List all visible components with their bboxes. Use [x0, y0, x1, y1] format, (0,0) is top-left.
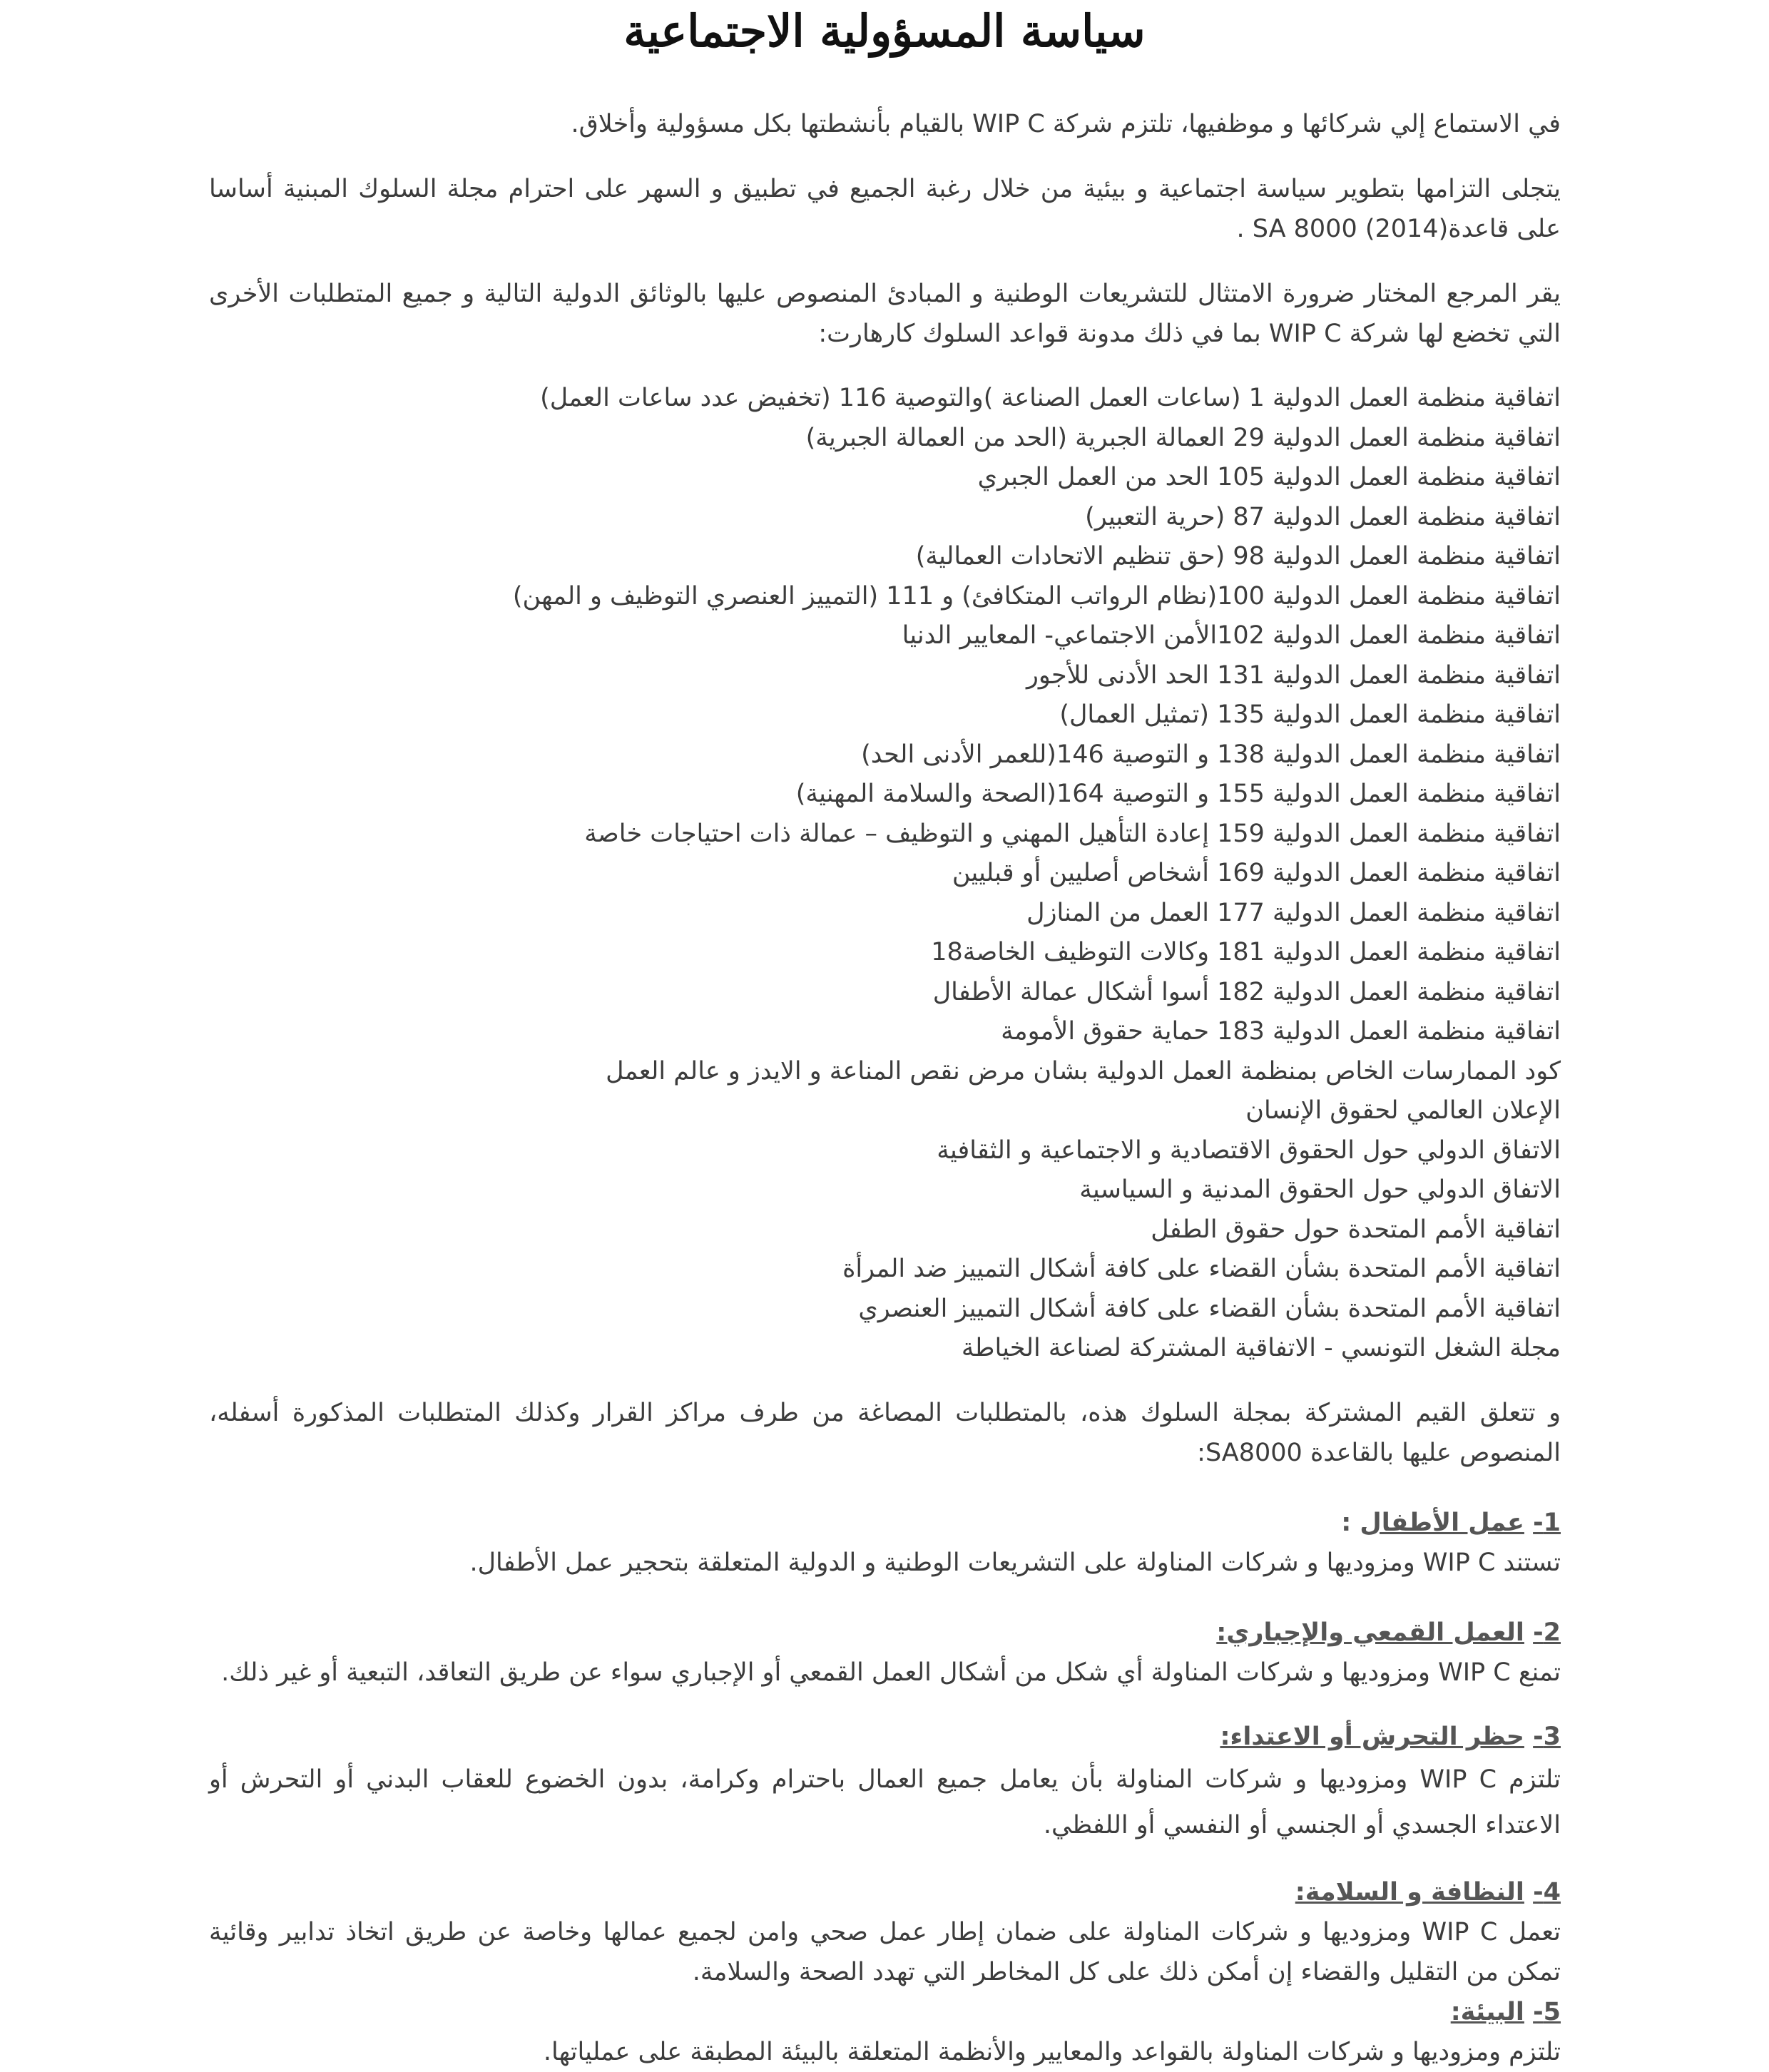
- section-title: حظر التحرش أو الاعتداء:: [1220, 1722, 1524, 1751]
- section-body: تعمل WIP C ومزوديها و شركات المناولة على ضمان إطار عمل صحي وامن لجميع عمالها وخاصة عن طريق اتخاذ تدابير وقائية تمكن من التقليل والقضاء إن أمكن ذلك على كل المخاطر التي تهدد الصحة والسلامة.: [209, 1917, 1561, 1986]
- list-item: كود الممارسات الخاص بمنظمة العمل الدولية بشان مرض نقص المناعة و الايدز و عالم العمل: [606, 1056, 1561, 1086]
- section-title: العمل القمعي والإجباري:: [1216, 1618, 1524, 1647]
- section-title: النظافة و السلامة:: [1295, 1877, 1524, 1907]
- section-environment: [209, 1992, 1561, 2072]
- list-item: اتفاقية منظمة العمل الدولية 1 (ساعات العمل الصناعة )والتوصية 116 (تخفيض عدد ساعات العمل): [540, 384, 1561, 412]
- section-heading: [209, 1872, 1561, 1912]
- list-item: اتفاقية الأمم المتحدة بشأن القضاء على كافة أشكال التمييز ضد المرأة: [842, 1255, 1561, 1283]
- reference-paragraph: يقر المرجع المختار ضرورة الامتثال للتشريعات الوطنية و المبادئ المنصوص عليها بالوثائق الدولية التالية و جميع المتطلبات الأخرى التي تخضع لها شركة WIP C بما في ذلك مدونة قواعد السلوك كارهارت:: [209, 280, 1561, 348]
- list-item: اتفاقية منظمة العمل الدولية 29 العمالة الجبرية (الحد من العمالة الجبرية): [805, 423, 1561, 452]
- list-item: اتفاقية منظمة العمل الدولية 135 (تمثيل العمال): [1059, 700, 1561, 729]
- section-number: 2-: [1533, 1618, 1561, 1647]
- list-item: اتفاقية منظمة العمل الدولية 105 الحد من العمل الجبري: [977, 463, 1561, 491]
- list-item: اتفاقية منظمة العمل الدولية 183 حماية حقوق الأمومة: [1001, 1017, 1561, 1046]
- list-item: اتفاقية منظمة العمل الدولية 138 و التوصية 146(للعمر الأدنى الحد): [861, 740, 1561, 769]
- section-title: البيئة:: [1450, 1997, 1524, 2026]
- section-heading: [209, 1503, 1561, 1543]
- list-item: اتفاقية منظمة العمل الدولية 177 العمل من المنازل: [1026, 898, 1561, 927]
- list-item: اتفاقية منظمة العمل الدولية 155 و التوصية 164(الصحة والسلامة المهنية): [795, 780, 1561, 808]
- list-item: اتفاقية منظمة العمل الدولية 98 (حق تنظيم الاتحادات العمالية): [915, 542, 1561, 571]
- section-body: تلتزم ومزوديها و شركات المناولة بالقواعد والمعايير والأنظمة المتعلقة بالبيئة المطبقة على عملياتها.: [543, 2037, 1561, 2066]
- list-item: الاتفاق الدولي حول الحقوق المدنية و السياسية: [1079, 1175, 1561, 1204]
- section-body: تستند WIP C ومزوديها و شركات المناولة على التشريعات الوطنية و الدولية المتعلقة بتحجير عمل الأطفال.: [469, 1548, 1561, 1577]
- section-health-safety: [209, 1872, 1561, 1992]
- shared-values-paragraph: و تتعلق القيم المشتركة بمجلة السلوك هذه، بالمتطلبات المصاغة من طرف مراكز القرار وكذلك المتطلبات المذكورة أسفله، المنصوص عليها بالقاعدة SA8000:: [209, 1398, 1561, 1467]
- list-item: اتفاقية منظمة العمل الدولية 87 (حرية التعبير): [1085, 502, 1561, 531]
- list-item: اتفاقية منظمة العمل الدولية 181 وكالات التوظيف الخاصة18: [931, 938, 1561, 966]
- commitment-paragraph: يتجلى التزامها بتطوير سياسة اجتماعية و بيئية من خلال رغبة الجميع في تطبيق و السهر على احترام مجلة السلوك المبنية أساسا على قاعدة(2014) SA 8000 .: [209, 175, 1561, 243]
- list-item: الاتفاق الدولي حول الحقوق الاقتصادية و الاجتماعية و الثقافية: [937, 1135, 1561, 1165]
- section-body: تمنع WIP C ومزوديها و شركات المناولة أي شكل من أشكال العمل القمعي أو الإجباري سواء عن طريق التعاقد، التبعية أو غير ذلك.: [221, 1658, 1561, 1687]
- list-item: اتفاقية منظمة العمل الدولية 131 الحد الأدنى للأجور: [1026, 660, 1561, 690]
- list-item: اتفاقية منظمة العمل الدولية 169 أشخاص أصليين أو قبليين: [952, 859, 1561, 887]
- list-item: اتفاقية الأمم المتحدة حول حقوق الطفل: [1151, 1215, 1561, 1244]
- list-item: اتفاقية منظمة العمل الدولية 182 أسوا أشكال عمالة الأطفال: [932, 977, 1561, 1006]
- list-item: اتفاقية الأمم المتحدة بشأن القضاء على كافة أشكال التمييز العنصري: [858, 1294, 1561, 1323]
- section-number: 3-: [1533, 1722, 1561, 1751]
- section-suffix: :: [1341, 1508, 1360, 1537]
- section-child-labor: [209, 1503, 1561, 1583]
- list-item: اتفاقية منظمة العمل الدولية 100(نظام الرواتب المتكافئ) و 111 (التمييز العنصري التوظيف و المهن): [512, 581, 1561, 611]
- list-item: مجلة الشغل التونسي - الاتفاقية المشتركة لصناعة الخياطة: [961, 1334, 1561, 1362]
- section-number: 5-: [1533, 1997, 1561, 2026]
- list-item: اتفاقية منظمة العمل الدولية 102الأمن الاجتماعي- المعايير الدنيا: [902, 621, 1561, 650]
- section-number: 1-: [1533, 1508, 1561, 1537]
- list-item: الإعلان العالمي لحقوق الإنسان: [1245, 1096, 1561, 1125]
- section-forced-labor: [209, 1613, 1561, 1693]
- conventions-list: [209, 379, 1561, 1369]
- section-body: تلتزم WIP C ومزوديها و شركات المناولة بأن يعامل جميع العمال باحترام وكرامة، بدون الخضوع للعقاب البدني أو التحرش أو الاعتداء الجسدي أو الجنسي أو النفسي أو اللفظي.: [209, 1765, 1561, 1839]
- document-body: [209, 104, 1561, 2072]
- section-heading: [209, 1717, 1561, 1757]
- section-heading: [209, 1992, 1561, 2032]
- intro-paragraph: في الاستماع إلي شركائها و موظفيها، تلتزم شركة WIP C بالقيام بأنشطتها بكل مسؤولية وأخلاق.: [571, 110, 1561, 138]
- section-number: 4-: [1533, 1877, 1561, 1907]
- section-harassment: [209, 1717, 1561, 1848]
- page-title: سياسة المسؤولية الاجتماعية: [623, 5, 1146, 57]
- section-title: عمل الأطفال: [1360, 1508, 1524, 1537]
- section-heading: [209, 1613, 1561, 1653]
- list-item: اتفاقية منظمة العمل الدولية 159 إعادة التأهيل المهني و التوظيف – عمالة ذات احتياجات خاصة: [584, 819, 1561, 848]
